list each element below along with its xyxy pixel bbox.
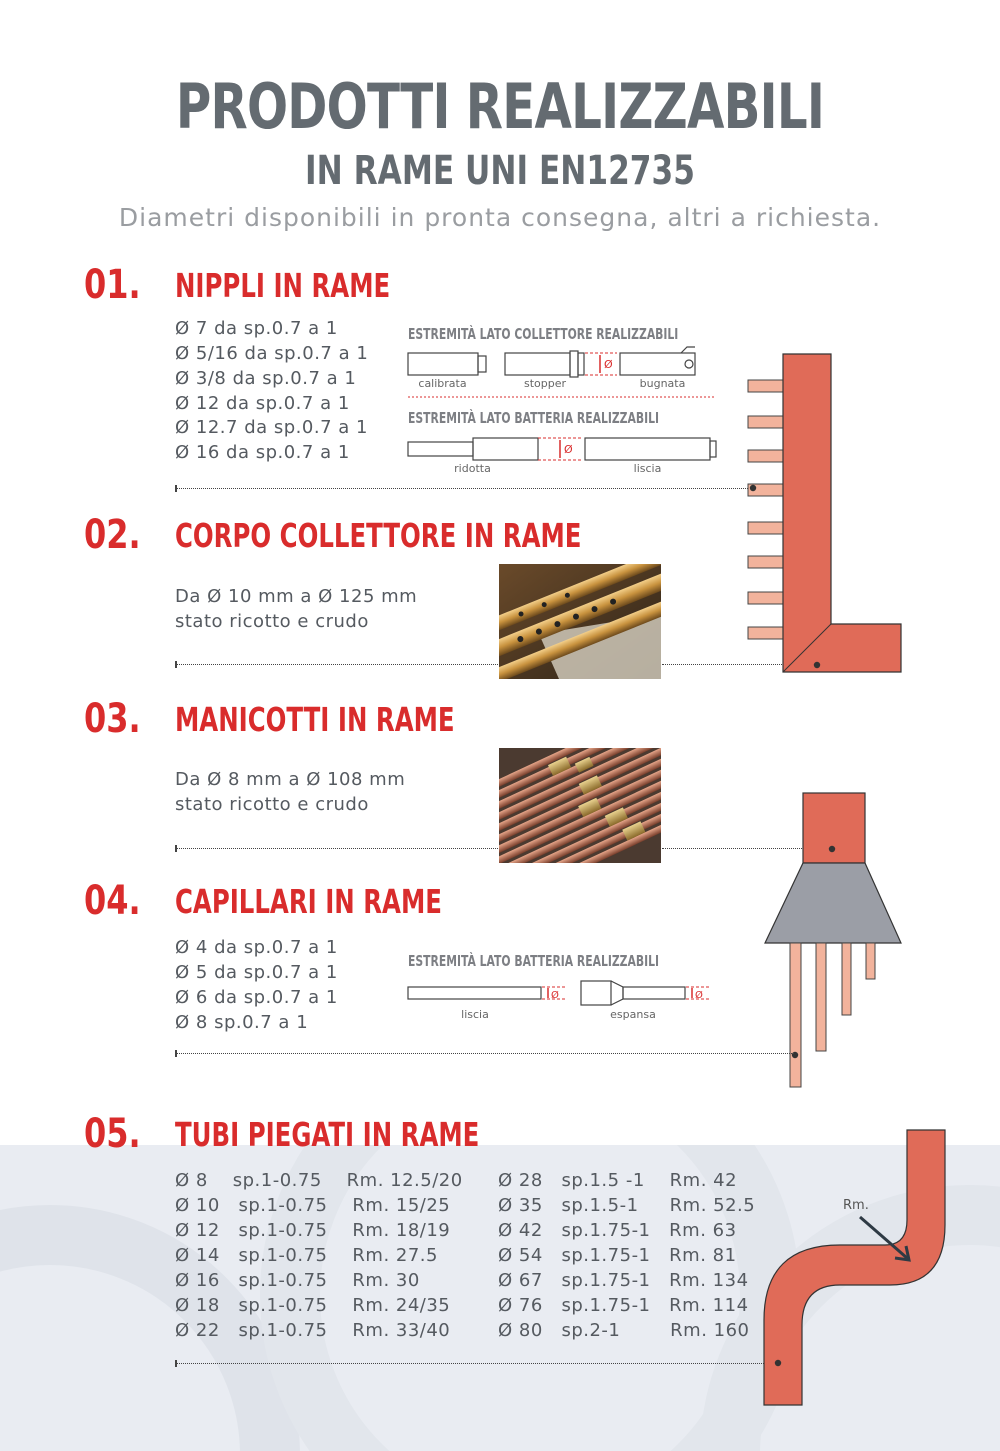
leader-line bbox=[176, 664, 498, 665]
spec-line: Ø 16 sp.1-0.75 Rm. 30 bbox=[175, 1270, 420, 1291]
spec-line: Ø 12.7 da sp.0.7 a 1 bbox=[175, 417, 368, 438]
spec-line: Ø 12 sp.1-0.75 Rm. 18/19 bbox=[175, 1220, 451, 1241]
spec-line: Ø 7 da sp.0.7 a 1 bbox=[175, 318, 338, 339]
end-label: ridotta bbox=[454, 462, 491, 475]
spec-line: Ø 5/16 da sp.0.7 a 1 bbox=[175, 343, 369, 364]
spec-line: Ø 6 da sp.0.7 a 1 bbox=[175, 987, 338, 1008]
spec-line: Ø 4 da sp.0.7 a 1 bbox=[175, 937, 338, 958]
diameter-symbol: Ø bbox=[564, 443, 573, 456]
radius-label: Rm. bbox=[843, 1198, 869, 1213]
spec-line: Ø 80 sp.2-1 Rm. 160 bbox=[498, 1320, 750, 1341]
spec-line: Ø 12 da sp.0.7 a 1 bbox=[175, 393, 350, 414]
spec-line: Ø 22 sp.1-0.75 Rm. 33/40 bbox=[175, 1320, 451, 1341]
section-number: 02. bbox=[84, 512, 141, 558]
section-number: 05. bbox=[84, 1111, 141, 1157]
capillary-ends-diagram bbox=[405, 975, 715, 1010]
leader-line bbox=[176, 848, 498, 849]
section-title: MANICOTTI IN RAME bbox=[175, 700, 455, 739]
spec-line: Ø 28 sp.1.5 -1 Rm. 42 bbox=[498, 1170, 738, 1191]
section-title: NIPPLI IN RAME bbox=[175, 266, 391, 305]
collector-diagram bbox=[740, 350, 910, 680]
section-number: 04. bbox=[84, 878, 141, 924]
section-title: CORPO COLLETTORE IN RAME bbox=[175, 516, 582, 555]
spec-line: Ø 16 da sp.0.7 a 1 bbox=[175, 442, 350, 463]
end-label: calibrata bbox=[418, 377, 467, 390]
page-subtitle: IN RAME UNI EN12735 bbox=[305, 148, 695, 194]
spec-line: Ø 8 sp.1-0.75 Rm. 12.5/20 bbox=[175, 1170, 463, 1191]
section-title: TUBI PIEGATI IN RAME bbox=[175, 1115, 480, 1154]
end-label: liscia bbox=[633, 462, 662, 475]
spec-line: stato ricotto e crudo bbox=[175, 611, 369, 632]
spec-line: Ø 67 sp.1.75-1 Rm. 134 bbox=[498, 1270, 749, 1291]
spec-line: Ø 14 sp.1-0.75 Rm. 27.5 bbox=[175, 1245, 438, 1266]
spec-line: Ø 35 sp.1.5-1 Rm. 52.5 bbox=[498, 1195, 756, 1216]
leader-line bbox=[176, 1363, 776, 1364]
end-label: bugnata bbox=[639, 377, 686, 390]
spec-line: Ø 54 sp.1.75-1 Rm. 81 bbox=[498, 1245, 737, 1266]
section-title: CAPILLARI IN RAME bbox=[175, 882, 442, 921]
spec-line: Ø 42 sp.1.75-1 Rm. 63 bbox=[498, 1220, 737, 1241]
availability-note: Diametri disponibili in pronta consegna, altri a richiesta. bbox=[118, 203, 882, 232]
spec-line: Da Ø 8 mm a Ø 108 mm bbox=[175, 769, 406, 790]
spec-line: Ø 10 sp.1-0.75 Rm. 15/25 bbox=[175, 1195, 451, 1216]
diagram-caption: ESTREMITÀ LATO BATTERIA REALIZZABILI bbox=[408, 952, 660, 970]
end-label: espansa bbox=[610, 1008, 656, 1021]
photo-couplings bbox=[499, 748, 661, 863]
photo-collector bbox=[499, 564, 661, 679]
diameter-symbol: Ø bbox=[604, 358, 613, 371]
spec-line: Ø 3/8 da sp.0.7 a 1 bbox=[175, 368, 357, 389]
diameter-symbol: Ø bbox=[695, 990, 703, 1001]
page-title: PRODOTTI REALIZZABILI bbox=[175, 70, 825, 143]
spec-line: stato ricotto e crudo bbox=[175, 794, 369, 815]
section-number: 03. bbox=[84, 696, 141, 742]
spec-line: Ø 8 sp.0.7 a 1 bbox=[175, 1012, 309, 1033]
nipple-collector-ends-diagram bbox=[405, 345, 720, 405]
bent-tube-diagram bbox=[755, 1125, 955, 1410]
spec-line: Da Ø 10 mm a Ø 125 mm bbox=[175, 586, 418, 607]
spec-line: Ø 18 sp.1-0.75 Rm. 24/35 bbox=[175, 1295, 451, 1316]
end-label: liscia bbox=[461, 1008, 489, 1021]
leader-line bbox=[176, 488, 754, 489]
diagram-caption: ESTREMITÀ LATO BATTERIA REALIZZABILI bbox=[408, 409, 660, 427]
diagram-caption: ESTREMITÀ LATO COLLETTORE REALIZZABILI bbox=[408, 325, 679, 343]
section-number: 01. bbox=[84, 262, 141, 308]
diameter-symbol: Ø bbox=[551, 990, 559, 1001]
coupling-diagram bbox=[760, 790, 910, 1090]
end-label: stopper bbox=[523, 377, 567, 390]
spec-line: Ø 76 sp.1.75-1 Rm. 114 bbox=[498, 1295, 749, 1316]
leader-line bbox=[176, 1053, 794, 1054]
spec-line: Ø 5 da sp.0.7 a 1 bbox=[175, 962, 338, 983]
